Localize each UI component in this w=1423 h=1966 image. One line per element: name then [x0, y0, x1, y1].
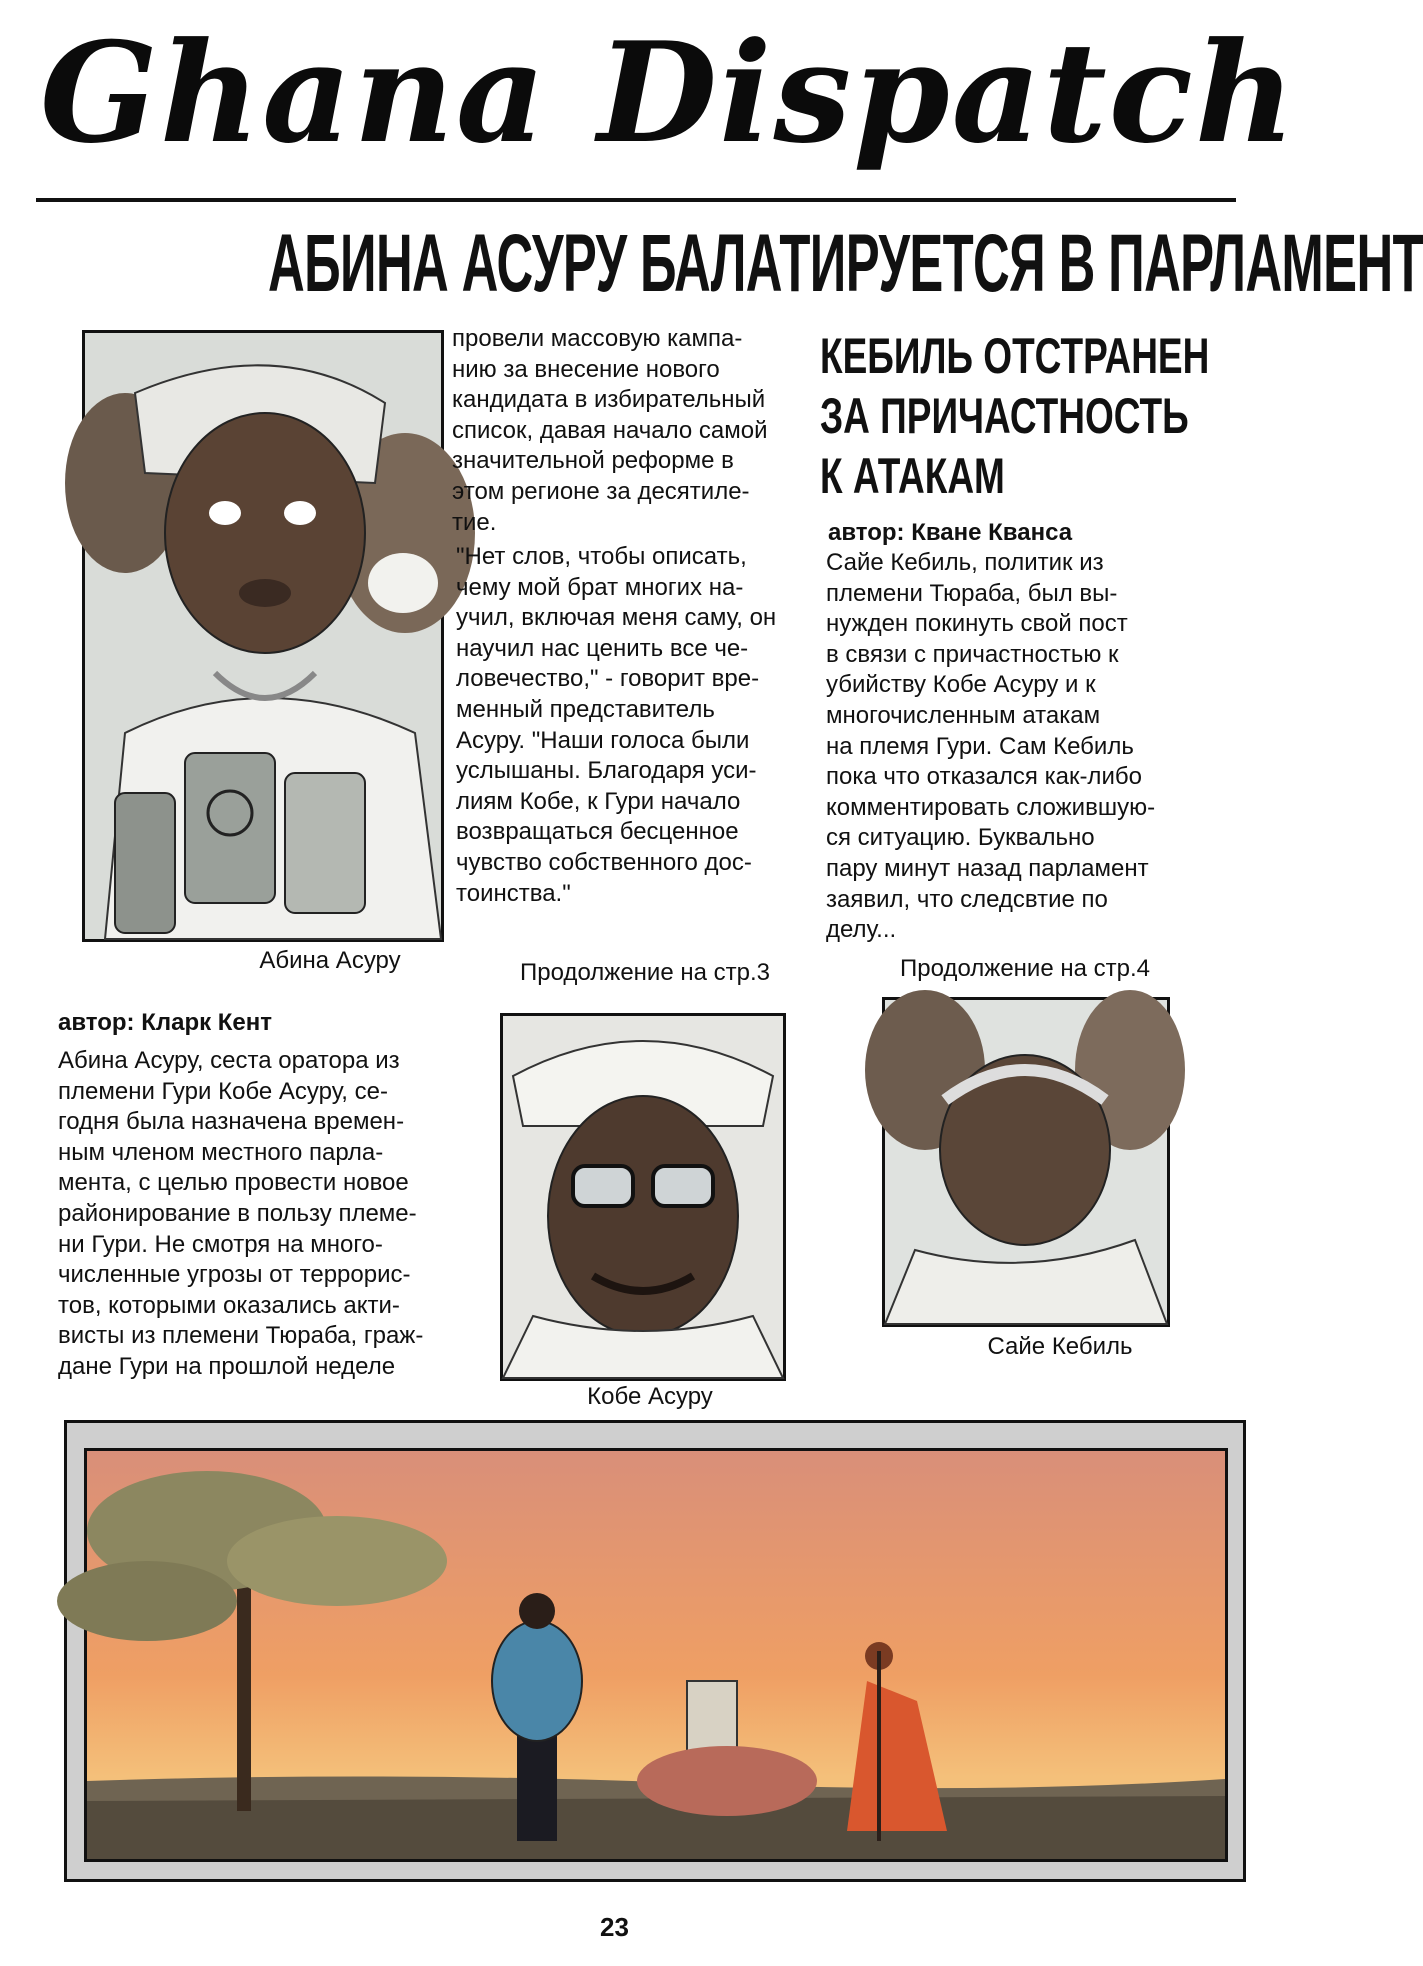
masthead-rule [36, 198, 1236, 202]
memorial-scene-panel [84, 1448, 1228, 1862]
side-headline-line-2: ЗА ПРИЧАСТНОСТЬ [820, 388, 1189, 444]
main-article-continuation: провели массовую кампа- нию за внесение нового кандидата в избирательный список, давая начало самой значительной реформе в этом регионе за десятиле- тие. [452, 325, 768, 536]
caption-saye: Сайе Кебиль [987, 1333, 1133, 1360]
abina-asuru-portrait [82, 330, 444, 942]
main-headline: АБИНА АСУРУ БАЛАТИРУЕТСЯ В ПАРЛАМЕНТ [268, 218, 1423, 309]
side-article-byline: автор: Кване Кванса [828, 519, 1073, 546]
side-article-headline [820, 326, 1210, 506]
main-article-byline: автор: Кларк Кент [58, 1009, 273, 1036]
kobe-asuru-portrait [500, 1013, 786, 1381]
masthead-title: Ghana Dispatch [40, 11, 1298, 174]
caption-kobe: Кобе Асуру [587, 1383, 713, 1410]
caption-abina: Абина Асуру [259, 947, 401, 974]
side-headline-line-1: КЕБИЛЬ ОТСТРАНЕН [820, 328, 1210, 384]
main-article-body: Абина Асуру, сеста оратора из племени Гури Кобе Асуру, се- годня была назначена времен- ным членом местного парла- мента, с целью провести новое районирование в пользу племе- ни Гури. Не смотря на много- численные угрозы от террорис- тов, которыми оказались акти- висты из племени Тюраба, граж- дане Гури на прошлой неделе [58, 1047, 424, 1380]
main-article-continued: Продолжение на стр.3 [520, 959, 770, 986]
side-article-continued: Продолжение на стр.4 [900, 955, 1150, 982]
side-headline-line-3: К АТАКАМ [820, 448, 1005, 504]
side-article-body: Сайе Кебиль, политик из племени Тюраба, был вы- нужден покинуть свой пост в связи с причастностью к убийству Кобе Асуру и к многочисленным атакам на племя Гури. Сам Кебиль пока что отказался как-либо комментировать сложившую- ся ситуацию. Буквально пару минут назад парламент заявил, что следсвтие по делу... [826, 549, 1156, 944]
saye-kebil-portrait [882, 997, 1170, 1327]
main-article-quote: "Нет слов, чтобы описать, чему мой брат многих на- учил, включая меня саму, он научил нас ценить все че- ловечество," - говорит вре- менный представитель Асуру. "Наши голоса были услышаны. Благодаря уси- лиям Кобе, к Гури начало возвращаться бесценное чувство собственного дос- тоинства." [456, 543, 777, 907]
page-number: 23 [600, 1912, 629, 1942]
